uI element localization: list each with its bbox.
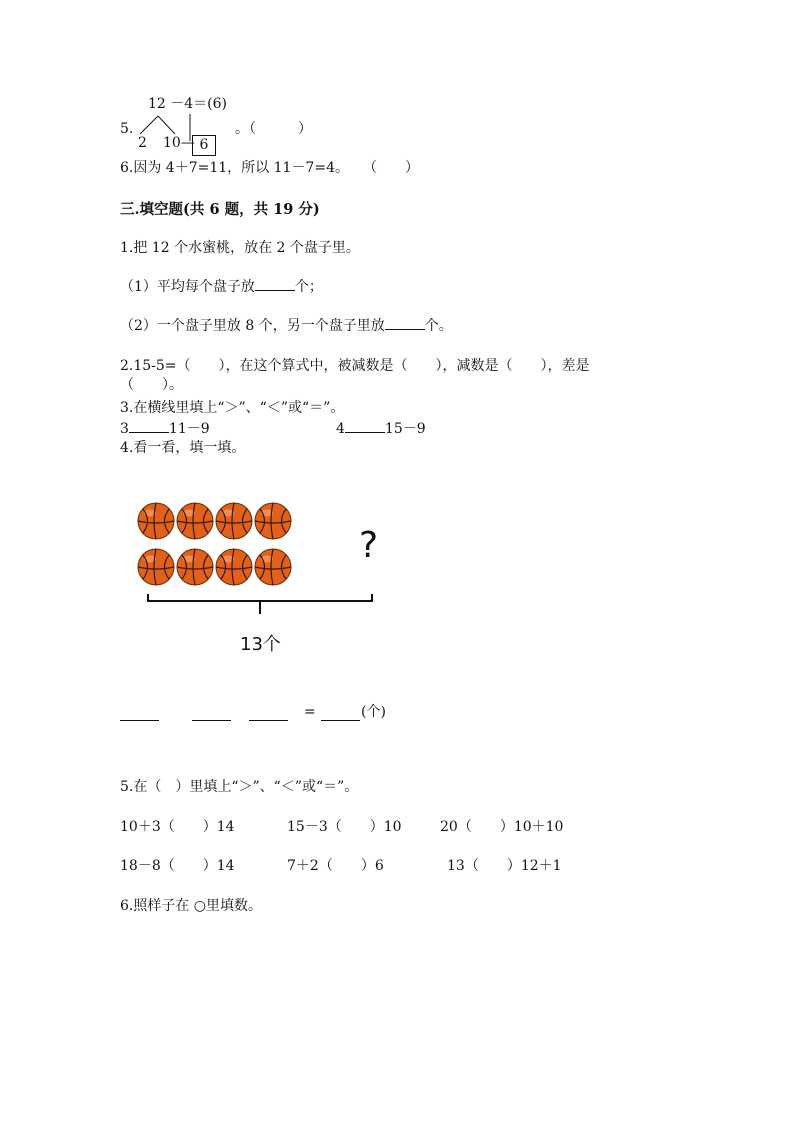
basketball-icon	[216, 503, 252, 539]
fill-q6-stem: 6.照样子在 ○里填数。	[120, 898, 263, 914]
answer-unit: (个)	[361, 704, 386, 720]
fill-q1-sub2-blank[interactable]	[385, 328, 425, 330]
compare-r1c2[interactable]: 15－3（ ）10	[287, 819, 402, 835]
answer-blank-3[interactable]	[249, 719, 288, 721]
q5-branch-lines	[140, 114, 190, 141]
fill-q4-stem: 4.看一看，填一填。	[120, 440, 246, 456]
answer-blank-result[interactable]	[321, 719, 360, 721]
fill-q1-sub1-prefix: （1）平均每个盘子放	[120, 279, 255, 295]
question-mark: ?	[359, 525, 379, 566]
compare-r2c3[interactable]: 13（ ）12＋1	[447, 858, 562, 874]
judgment-q6[interactable]: 6.因为 4＋7=11，所以 11－7=4。 （ ）	[120, 160, 419, 176]
total-label: 13个	[240, 634, 281, 655]
compare-r1c1[interactable]: 10＋3（ ）14	[120, 819, 235, 835]
fill-q3-stem: 3.在横线里填上“＞”、“＜”或“＝”。	[120, 400, 345, 416]
answer-blank-2[interactable]	[192, 719, 231, 721]
compare-r1c3[interactable]: 20（ ）10＋10	[440, 819, 564, 835]
fill-q2-line1[interactable]: 2.15-5=（ ），在这个算式中，被减数是（ ），减数是（ ），差是	[120, 358, 590, 374]
basketball-icon	[255, 503, 291, 539]
fill-q4-answer-row	[120, 704, 400, 724]
q5-box-text: 6	[199, 137, 209, 153]
q5-tail[interactable]: 。（ ）	[235, 121, 312, 137]
fill-q1-sub1-suffix: 个；	[294, 279, 323, 295]
fill-q1-sub1-blank[interactable]	[255, 289, 295, 291]
branch-left-line	[140, 116, 158, 134]
answer-equals: =	[304, 704, 316, 720]
total-brace	[148, 594, 372, 614]
fill-q1-stem: 1.把 12 个水蜜桃，放在 2 个盘子里。	[120, 240, 360, 256]
fill-q3-a-right: 11－9	[168, 421, 210, 437]
basketball-icon	[216, 549, 252, 585]
fill-q3-a	[120, 421, 210, 438]
basketball-icon	[138, 549, 174, 585]
section-title: 三.填空题(共 6 题，共 19 分)	[120, 201, 320, 218]
fill-q1-sub2	[120, 318, 453, 335]
fill-q1-sub2-prefix: （2）一个盘子里放 8 个，另一个盘子里放	[120, 318, 385, 334]
compare-r2c1[interactable]: 18－8（ ）14	[120, 858, 235, 874]
q5-equation: 12 －4＝(6)	[148, 96, 228, 112]
basketball-icon	[177, 549, 213, 585]
fill-q1-sub2-suffix: 个。	[424, 318, 453, 334]
fill-q3-b-blank[interactable]	[345, 431, 385, 433]
fill-q2-line2[interactable]: （ ）。	[120, 377, 183, 393]
fill-q1-sub1	[120, 279, 323, 296]
basketball-icon	[138, 503, 174, 539]
fill-q3-b	[336, 421, 426, 438]
fill-q3-b-left: 4	[336, 421, 345, 437]
fill-q3-a-left: 3	[120, 421, 129, 437]
fill-q5-stem: 5.在（ ）里填上“＞”、“＜”或“＝”。	[120, 779, 359, 795]
branch-right-line	[158, 116, 175, 134]
compare-r2c2[interactable]: 7＋2（ ）6	[287, 858, 384, 874]
q5-number: 5.	[120, 121, 134, 137]
basketball-icon	[177, 503, 213, 539]
q5-left-part: 2	[138, 135, 147, 151]
basketball-group	[138, 503, 291, 585]
fill-q3-b-right: 15－9	[384, 421, 426, 437]
q5-mid-part: 10—	[163, 135, 195, 151]
basketball-icon	[255, 549, 291, 585]
brace-line	[148, 594, 372, 601]
answer-blank-1[interactable]	[120, 719, 159, 721]
fill-q3-a-blank[interactable]	[129, 431, 169, 433]
